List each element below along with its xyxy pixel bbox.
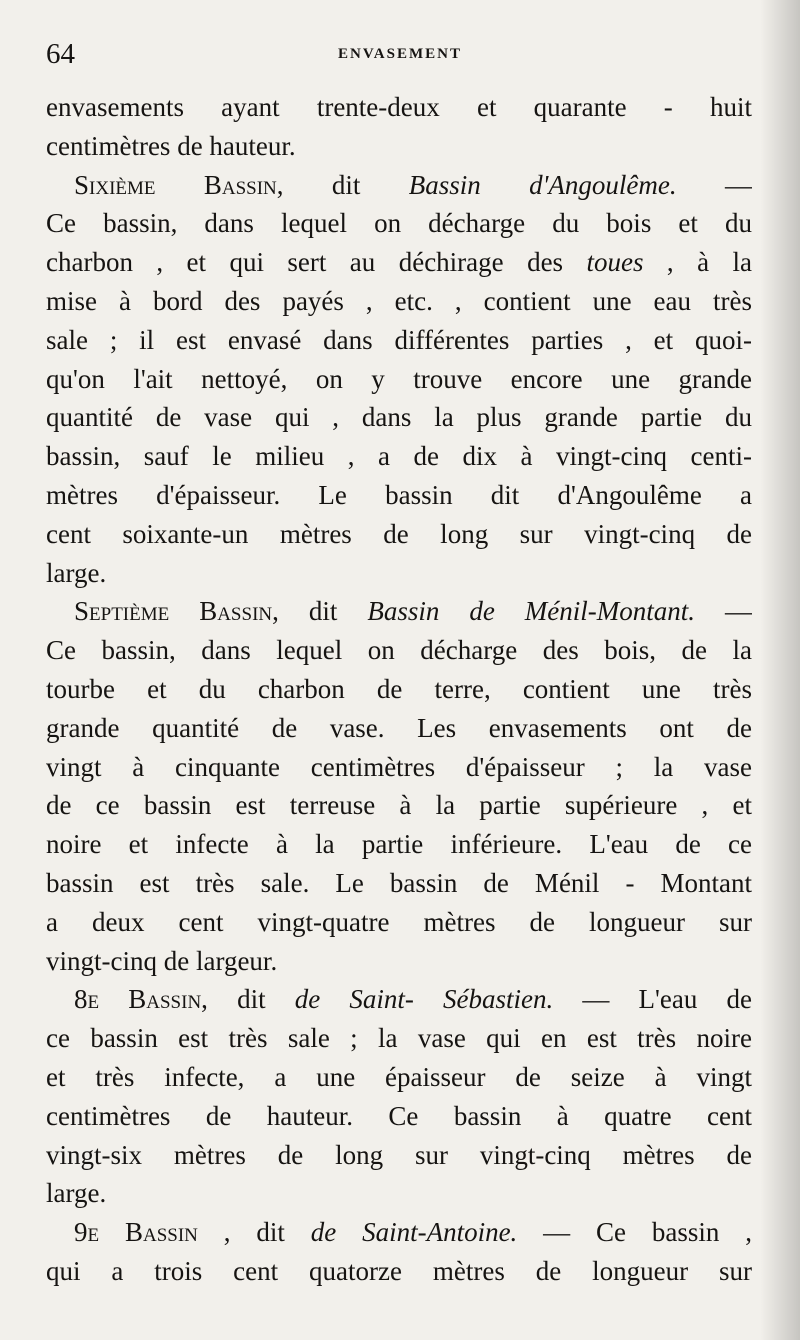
section-heading-sixth-basin <box>46 166 752 205</box>
text-fragment: , dit <box>276 169 409 200</box>
italic-term: toues <box>586 247 644 278</box>
text-fragment: — Ce bassin , <box>517 1217 752 1248</box>
text-line <box>46 243 752 282</box>
text-line: vingt-six mètres de long sur vingt-cinq mètres de <box>46 1139 752 1170</box>
text-line: Ce bassin, dans lequel on décharge du bois et du <box>46 208 752 239</box>
text-line: Ce bassin, dans lequel on décharge des bois, de la <box>46 635 752 666</box>
text-line: centimètres de hauteur. Ce bassin à quatre cent <box>46 1100 752 1131</box>
text-fragment: charbon , et qui sert au déchirage des <box>46 247 587 278</box>
basin-name: Bassin de Ménil-Montant. <box>367 596 696 627</box>
text-line: bassin, sauf le milieu , a de dix à vingt-cinq centi- <box>46 441 752 472</box>
text-line: noire et infecte à la partie inférieure. L'eau de ce <box>46 829 752 860</box>
text-line: mise à bord des payés , etc. , contient une eau très <box>46 285 752 316</box>
text-fragment: , dit <box>201 984 295 1015</box>
text-line: bassin est très sale. Le bassin de Ménil - Montant <box>46 867 752 898</box>
page-header <box>46 38 754 78</box>
basin-name: de Saint- Sébastien. <box>294 984 554 1015</box>
text-line: mètres d'épaisseur. Le bassin dit d'Angoulême a <box>46 479 752 510</box>
text-fragment: — L'eau de <box>553 984 752 1015</box>
page-gutter-shadow <box>760 0 800 1340</box>
text-line: quantité de vase qui , dans la plus grande partie du <box>46 402 752 433</box>
text-line: large. <box>46 1178 107 1209</box>
page-number: 64 <box>46 38 75 70</box>
section-heading-seventh-basin <box>46 592 752 631</box>
basin-title: Sixième Bassin <box>74 169 277 200</box>
basin-title: 9e Bassin <box>74 1217 198 1248</box>
text-line: et très infecte, a une épaisseur de seize à vingt <box>46 1061 752 1092</box>
text-line: tourbe et du charbon de terre, contient une très <box>46 673 752 704</box>
text-line: vingt à cinquante centimètres d'épaisseur ; la vase <box>46 751 752 782</box>
text-line: centimètres de hauteur. <box>46 130 296 161</box>
basin-name: de Saint-Antoine. <box>310 1217 518 1248</box>
text-line: sale ; il est envasé dans différentes parties , et quoi- <box>46 324 752 355</box>
text-line: qui a trois cent quatorze mètres de longueur sur <box>46 1255 752 1286</box>
text-line: grande quantité de vase. Les envasements ont de <box>46 712 752 743</box>
text-fragment: , dit <box>197 1217 311 1248</box>
text-line: envasements ayant trente-deux et quarante - huit <box>46 92 752 122</box>
text-line: qu'on l'ait nettoyé, on y trouve encore une grande <box>46 363 752 394</box>
text-line: ce bassin est très sale ; la vase qui en est très noire <box>46 1023 752 1054</box>
running-head: ENVASEMENT <box>338 46 462 62</box>
body-text <box>46 88 752 1291</box>
text-fragment: — <box>695 596 752 627</box>
text-line: large. <box>46 557 107 588</box>
text-line: cent soixante-un mètres de long sur vingt-cinq de <box>46 518 752 549</box>
text-fragment: , à la <box>643 247 752 278</box>
basin-name: Bassin d'Angoulême. <box>408 169 677 200</box>
text-line: vingt-cinq de largeur. <box>46 945 278 976</box>
section-heading-eighth-basin <box>46 980 752 1019</box>
basin-title: Septième Bassin <box>74 596 273 627</box>
section-heading-ninth-basin <box>46 1213 752 1252</box>
text-fragment: , dit <box>272 596 368 627</box>
text-line: a deux cent vingt-quatre mètres de longueur sur <box>46 906 752 937</box>
basin-title: 8e Bassin <box>74 984 202 1015</box>
text-fragment: — <box>676 169 752 200</box>
text-line: de ce bassin est terreuse à la partie supérieure , et <box>46 790 752 821</box>
